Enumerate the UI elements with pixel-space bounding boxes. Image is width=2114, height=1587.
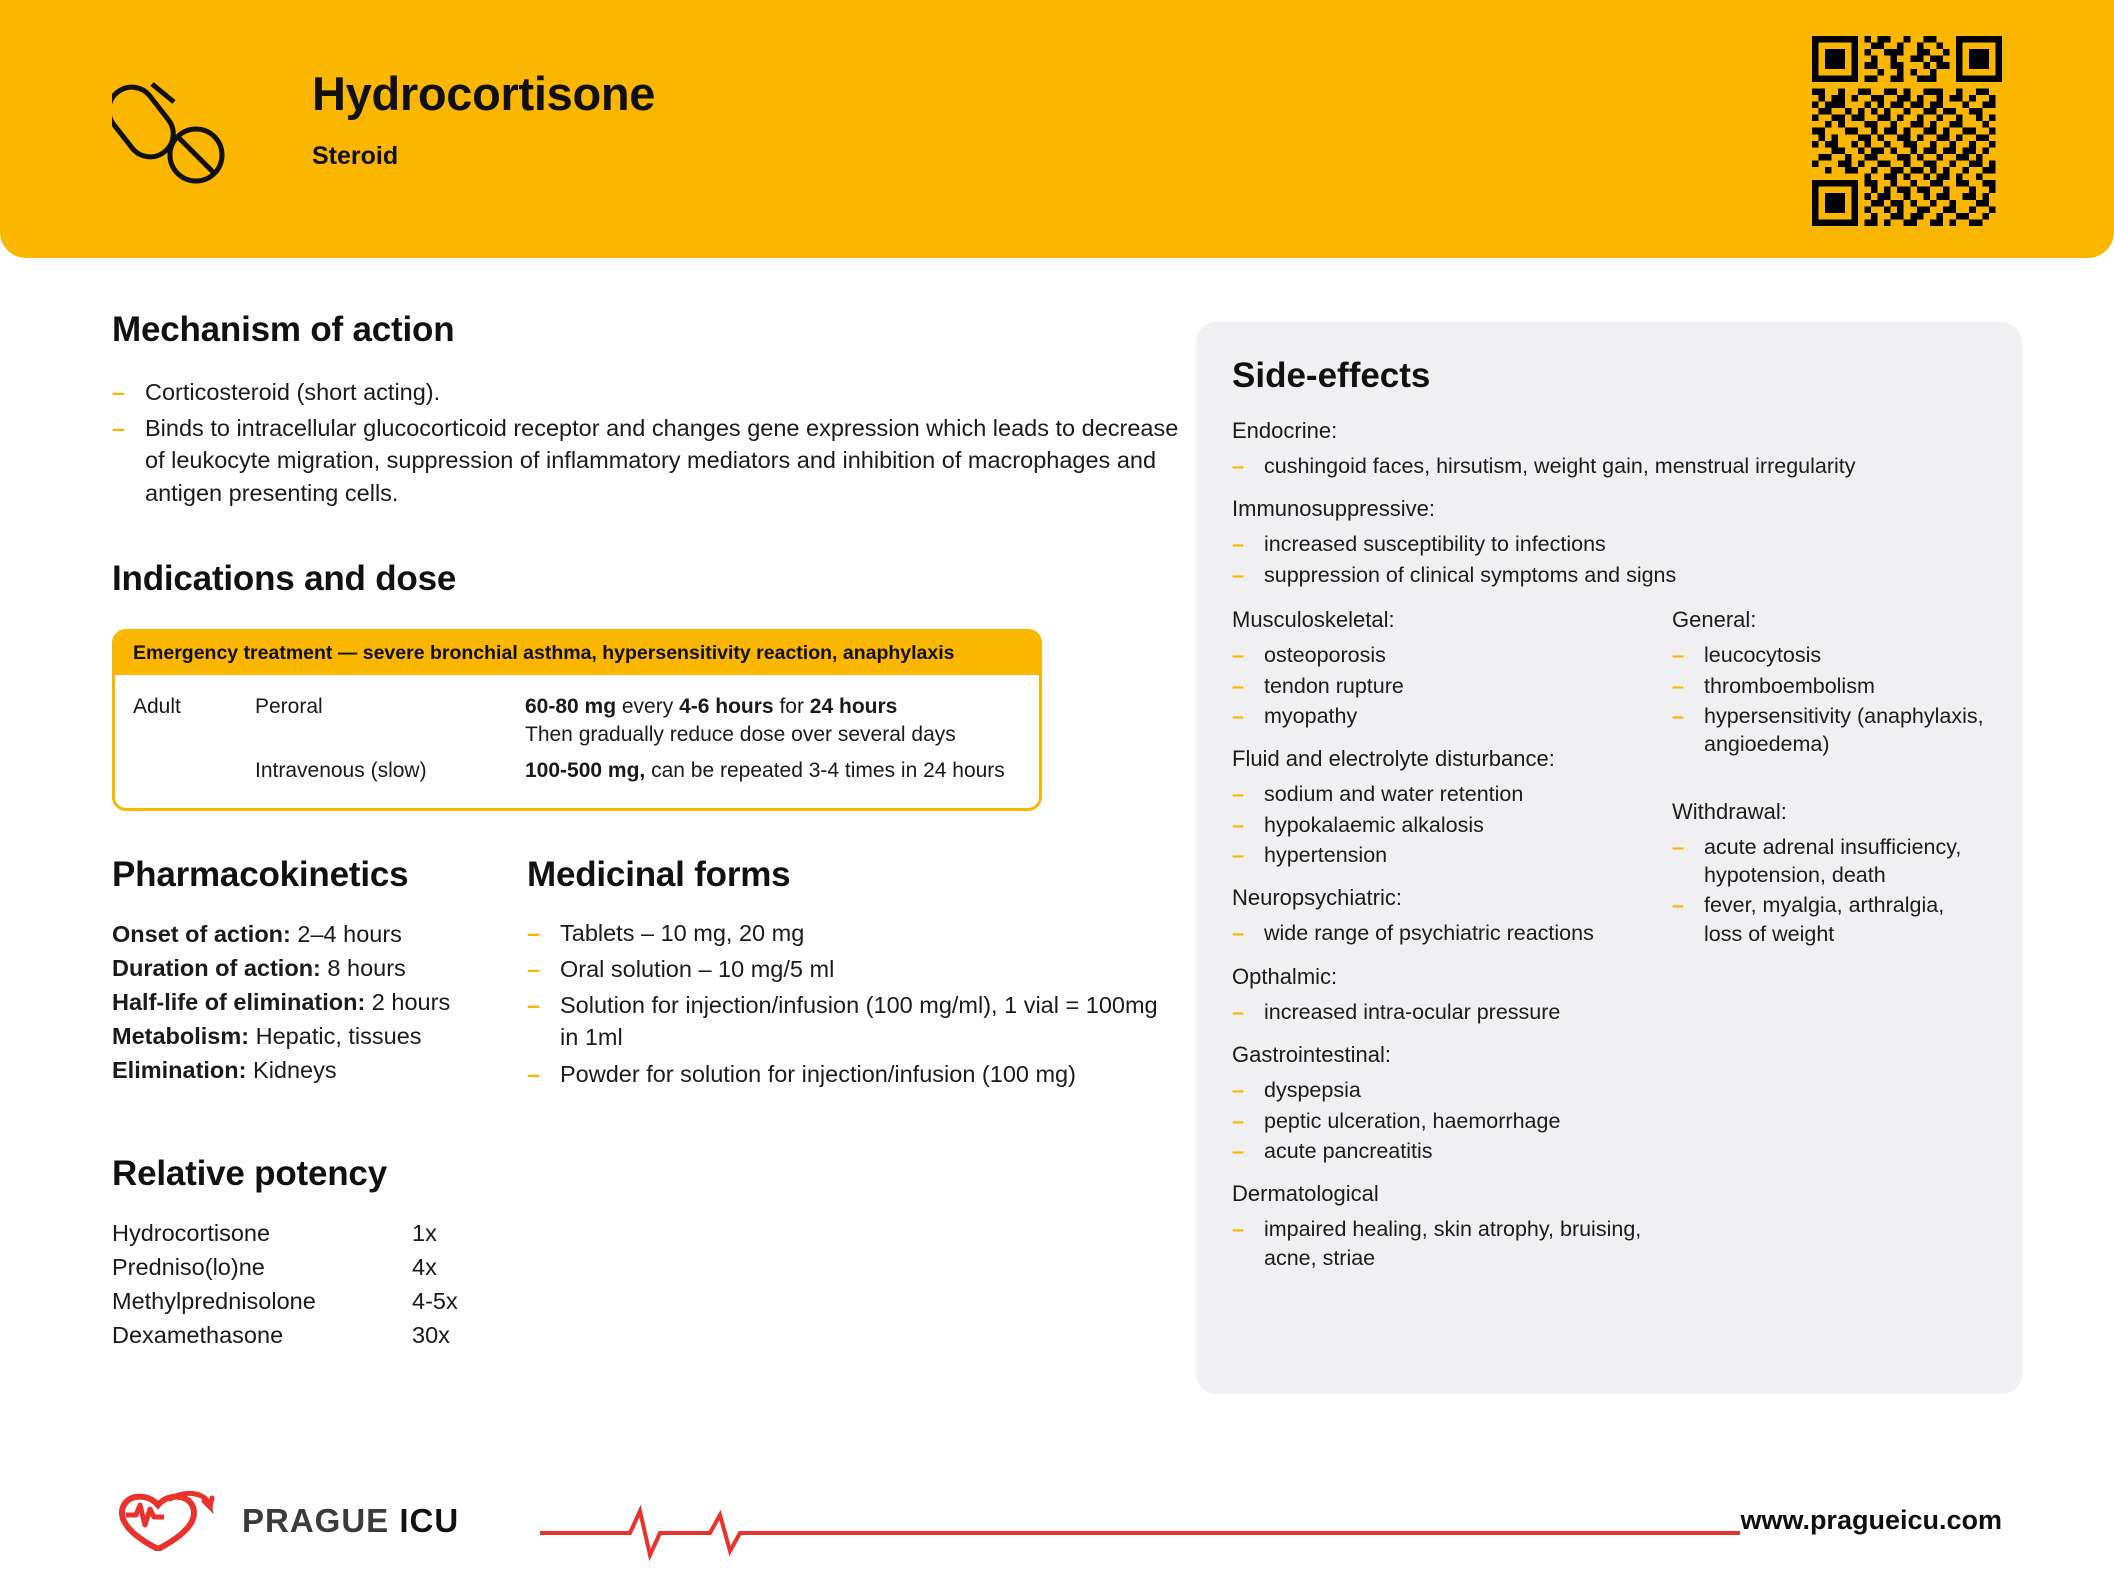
- list-item: [1672, 641, 1986, 669]
- group-label: General:: [1672, 607, 1757, 633]
- side-effects-group: [1232, 964, 1662, 1026]
- list-item: [1232, 841, 1662, 869]
- table-row: [112, 1284, 1182, 1318]
- group-label: Musculoskeletal:: [1232, 607, 1395, 633]
- list-item: [1232, 811, 1662, 839]
- indication-group: Adult: [133, 694, 181, 718]
- relative-potency-block: [112, 1154, 1182, 1352]
- side-effect-text: osteoporosis: [1264, 643, 1386, 668]
- dash-bullet-icon: –: [1232, 673, 1244, 698]
- mechanism-list: [112, 376, 1182, 509]
- dash-bullet-icon: –: [1232, 1078, 1244, 1103]
- dash-bullet-icon: –: [1672, 643, 1684, 668]
- mechanism-item-text: Binds to intracellular glucocorticoid receptor and changes gene expression which leads to decrease of leukocyte migration, suppression of inflammatory mediators and inhibition of macrophages and antigen presenting cells.: [145, 415, 1179, 506]
- table-row: [112, 1318, 1182, 1352]
- side-effect-text: dyspepsia: [1264, 1078, 1361, 1103]
- list-item: [1672, 891, 1986, 948]
- drug-class: Steroid: [312, 141, 399, 170]
- side-effects-group: [1672, 799, 1986, 949]
- pk-forms-row: [112, 855, 1182, 1094]
- side-effect-text: impaired healing, skin atrophy, bruising, acne, striae: [1264, 1217, 1642, 1270]
- side-effect-text: tendon rupture: [1264, 673, 1404, 698]
- list-item: [112, 917, 527, 951]
- relative-potency-heading: Relative potency: [112, 1153, 387, 1193]
- list-item: [527, 989, 1182, 1053]
- pk-value: Hepatic, tissues: [249, 1022, 422, 1049]
- side-effect-text: thromboembolism: [1704, 673, 1875, 698]
- qr-code-icon[interactable]: [1812, 36, 2002, 226]
- pk-key: Elimination:: [112, 1057, 247, 1084]
- group-label: Opthalmic:: [1232, 963, 1338, 989]
- list-item: [1232, 1076, 1662, 1104]
- side-effects-group: [1232, 418, 1986, 480]
- pharmacokinetics-heading: Pharmacokinetics: [112, 854, 409, 894]
- group-label: Endocrine:: [1232, 418, 1338, 443]
- dash-bullet-icon: –: [527, 992, 541, 1019]
- list-item: [527, 917, 1182, 949]
- indication-dose: [525, 757, 1021, 785]
- list-item: [1232, 561, 1986, 589]
- list-item: [1232, 780, 1662, 808]
- side-effects-heading: Side-effects: [1232, 356, 1431, 395]
- title-block: [312, 68, 655, 171]
- dash-bullet-icon: –: [1672, 893, 1684, 918]
- side-effect-text: acute pancreatitis: [1264, 1138, 1433, 1163]
- heart-ecg-logo-icon: [112, 1485, 220, 1556]
- side-effect-text: cushingoid faces, hirsutism, weight gain, menstrual irregularity: [1264, 454, 1856, 478]
- dash-bullet-icon: –: [1232, 562, 1244, 587]
- list-item: [1232, 672, 1662, 700]
- table-row: [115, 689, 1039, 754]
- side-effect-text: hypersensitivity (anaphylaxis, angioedema): [1704, 703, 1984, 757]
- dose-text: can be repeated 3-4 times in 24 hours: [645, 759, 1005, 783]
- list-item: [112, 985, 527, 1019]
- side-effect-text: leucocytosis: [1704, 643, 1822, 668]
- dash-bullet-icon: –: [527, 1060, 541, 1087]
- side-effect-text: myopathy: [1264, 703, 1358, 728]
- side-effect-text: fever, myalgia, arthralgia, loss of weight: [1704, 893, 1945, 946]
- group-label: Neuropsychiatric:: [1232, 885, 1402, 911]
- drug-title: Hydrocortisone: [312, 67, 656, 120]
- dose-text: every: [616, 694, 680, 718]
- dose-strong: 100-500 mg,: [525, 759, 646, 783]
- dash-bullet-icon: –: [1672, 703, 1684, 728]
- dash-bullet-icon: –: [1672, 834, 1684, 859]
- list-item: [1232, 1215, 1662, 1272]
- list-item: [1232, 452, 1986, 480]
- list-item: [112, 1019, 527, 1053]
- dash-bullet-icon: –: [1232, 812, 1244, 837]
- table-row: [115, 753, 1039, 789]
- medicinal-forms-heading: Medicinal forms: [527, 854, 791, 894]
- list-item: [1672, 672, 1986, 700]
- dose-text: for: [773, 694, 810, 718]
- group-label: Fluid and electrolyte disturbance:: [1232, 746, 1555, 772]
- side-effects-group: [1232, 885, 1662, 947]
- potency-drug-name: Hydrocortisone: [112, 1219, 271, 1246]
- side-effect-text: increased intra-ocular pressure: [1264, 999, 1561, 1024]
- potency-value: 1x: [412, 1219, 437, 1246]
- group-label: Immunosuppressive:: [1232, 496, 1435, 522]
- pk-key: Duration of action:: [112, 954, 321, 981]
- potency-drug-name: Dexamethasone: [112, 1321, 284, 1348]
- indication-group: [133, 757, 255, 785]
- dose-strong: 4-6 hours: [679, 694, 774, 718]
- card-footer: [0, 1447, 2114, 1587]
- dash-bullet-icon: –: [1232, 1138, 1244, 1163]
- medicinal-forms-block: [527, 855, 1182, 1094]
- pk-value: 2 hours: [365, 988, 451, 1015]
- mechanism-item-text: Corticosteroid (short acting).: [145, 379, 441, 405]
- list-item: [1672, 702, 1986, 759]
- dash-bullet-icon: –: [527, 919, 541, 946]
- indication-route: Peroral: [255, 694, 323, 718]
- side-effects-group: [1232, 496, 1986, 589]
- side-effects-group: [1232, 1042, 1662, 1165]
- pk-key: Onset of action:: [112, 920, 291, 947]
- potency-drug-name: Methylprednisolone: [112, 1287, 316, 1314]
- dash-bullet-icon: –: [527, 955, 541, 982]
- dose-strong: 24 hours: [809, 694, 898, 718]
- pk-key: Metabolism:: [112, 1022, 250, 1049]
- dash-bullet-icon: –: [1232, 454, 1244, 478]
- side-effects-panel: [1196, 322, 2022, 1394]
- dash-bullet-icon: –: [1232, 782, 1244, 807]
- list-item: [1232, 1137, 1662, 1165]
- dash-bullet-icon: –: [1232, 999, 1244, 1024]
- potency-drug-name: Predniso(lo)ne: [112, 1253, 265, 1280]
- pk-key: Half-life of elimination:: [112, 988, 366, 1015]
- side-effect-text: sodium and water retention: [1264, 782, 1524, 807]
- potency-value: 30x: [412, 1321, 450, 1348]
- brand-prague: PRAGUE: [242, 1501, 390, 1539]
- indications-box: [112, 629, 1042, 811]
- dash-bullet-icon: –: [112, 379, 126, 405]
- brand-logo[interactable]: [112, 1485, 459, 1556]
- side-effects-group: [1672, 607, 1986, 759]
- side-effect-text: wide range of psychiatric reactions: [1264, 921, 1594, 946]
- list-item: [1672, 833, 1986, 890]
- dash-bullet-icon: –: [1232, 921, 1244, 946]
- dose-note: Then gradually reduce dose over several days: [525, 723, 956, 747]
- side-effects-right-column: [1662, 591, 1986, 1274]
- table-row: [112, 1216, 1182, 1250]
- pharmacokinetics-block: [112, 855, 527, 1094]
- list-item: [112, 1053, 527, 1087]
- list-item: [1232, 1107, 1662, 1135]
- list-item: [527, 953, 1182, 985]
- ecg-line-icon: [540, 1503, 1740, 1563]
- list-item: [1232, 641, 1662, 669]
- indications-box-title: Emergency treatment — severe bronchial asthma, hypersensitivity reaction, anaphylaxis: [115, 632, 1039, 675]
- dash-bullet-icon: –: [1232, 1217, 1244, 1242]
- brand-logo-text: [242, 1502, 459, 1540]
- side-effects-group: [1232, 607, 1662, 730]
- group-label: Dermatological: [1232, 1181, 1379, 1207]
- medicinal-form-text: Solution for injection/infusion (100 mg/ml), 1 vial = 100mg in 1ml: [560, 992, 1158, 1051]
- side-effects-group: [1232, 746, 1662, 869]
- list-item: [1232, 998, 1662, 1026]
- side-effect-text: peptic ulceration, haemorrhage: [1264, 1108, 1561, 1133]
- side-effects-left-column: [1232, 591, 1662, 1274]
- indications-table: [115, 675, 1039, 808]
- medicinal-form-text: Powder for solution for injection/infusion (100 mg): [560, 1060, 1076, 1087]
- pill-icon: [112, 62, 242, 192]
- indications-heading: Indications and dose: [112, 558, 457, 598]
- side-effect-text: increased susceptibility to infections: [1264, 532, 1606, 557]
- pk-value: Kidneys: [246, 1057, 337, 1084]
- list-item: [1232, 530, 1986, 558]
- dash-bullet-icon: –: [1232, 532, 1244, 557]
- list-item: [112, 412, 1182, 509]
- table-row: [112, 1250, 1182, 1284]
- card-header: [0, 0, 2114, 258]
- medicinal-form-text: Oral solution – 10 mg/5 ml: [560, 955, 835, 982]
- side-effect-text: acute adrenal insufficiency, hypotension, death: [1704, 834, 1962, 887]
- dash-bullet-icon: –: [1672, 673, 1684, 698]
- list-item: [527, 1058, 1182, 1090]
- dash-bullet-icon: –: [1232, 843, 1244, 867]
- side-effect-text: suppression of clinical symptoms and signs: [1264, 562, 1677, 587]
- side-effect-text: hypertension: [1264, 843, 1388, 867]
- side-effects-group: [1232, 1181, 1662, 1272]
- brand-icu: ICU: [399, 1501, 460, 1539]
- pk-value: 8 hours: [320, 954, 406, 981]
- group-label: Withdrawal:: [1672, 798, 1787, 824]
- list-item: [1232, 919, 1662, 947]
- side-effects-columns: [1232, 591, 1986, 1274]
- list-item: [112, 951, 527, 985]
- indication-route: Intravenous (slow): [255, 759, 427, 783]
- medicinal-forms-list: [527, 917, 1182, 1090]
- list-item: [112, 376, 1182, 408]
- group-label: Gastrointestinal:: [1232, 1042, 1391, 1068]
- website-url[interactable]: www.pragueicu.com: [1740, 1505, 2002, 1535]
- medicinal-form-text: Tablets – 10 mg, 20 mg: [560, 919, 805, 946]
- dose-strong: 60-80 mg: [525, 694, 617, 718]
- dash-bullet-icon: –: [1232, 643, 1244, 668]
- dash-bullet-icon: –: [112, 415, 126, 442]
- relative-potency-table: [112, 1216, 1182, 1352]
- left-column: [112, 310, 1182, 1352]
- side-effect-text: hypokalaemic alkalosis: [1264, 812, 1484, 837]
- mechanism-heading: Mechanism of action: [112, 310, 455, 349]
- potency-value: 4-5x: [412, 1287, 458, 1314]
- potency-value: 4x: [412, 1253, 437, 1280]
- list-item: [1232, 702, 1662, 730]
- dash-bullet-icon: –: [1232, 703, 1244, 728]
- dash-bullet-icon: –: [1232, 1108, 1244, 1133]
- indication-dose: [525, 693, 1021, 750]
- pk-value: 2–4 hours: [290, 920, 402, 947]
- pharmacokinetics-list: [112, 917, 527, 1087]
